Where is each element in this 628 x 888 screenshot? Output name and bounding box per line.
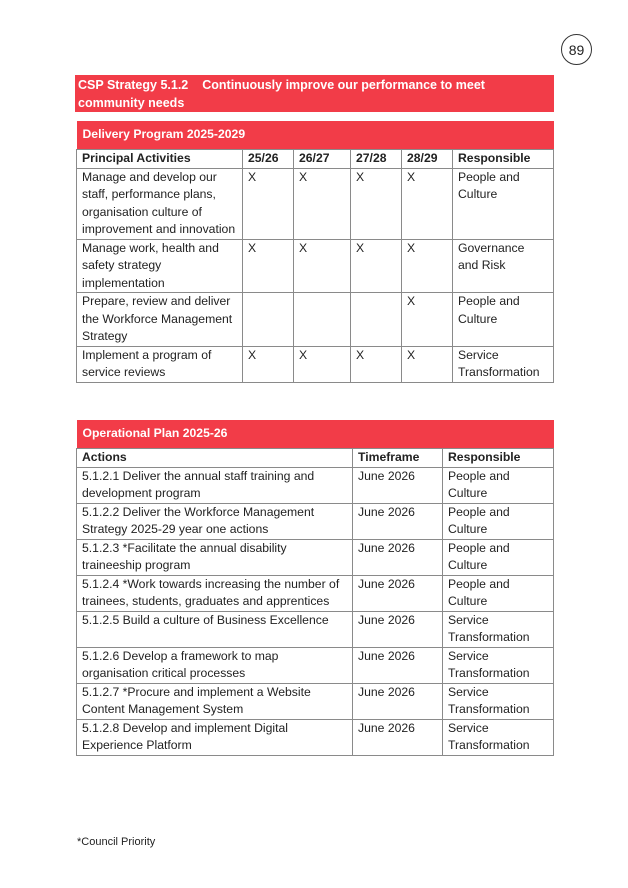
responsible-cell: People and Culture <box>453 168 554 239</box>
action-cell: 5.1.2.5 Build a culture of Business Excellence <box>77 611 353 647</box>
responsible-cell: People and Culture <box>453 293 554 347</box>
action-cell: 5.1.2.2 Deliver the Workforce Management Strategy 2025-29 year one actions <box>77 503 353 539</box>
column-header: Responsible <box>453 150 554 169</box>
strategy-banner <box>75 75 554 112</box>
column-header: 25/26 <box>243 150 294 169</box>
timeframe-cell: June 2026 <box>353 647 443 683</box>
table-row <box>77 647 554 683</box>
year-cell: X <box>243 239 294 293</box>
action-cell: 5.1.2.7 *Procure and implement a Website Content Management System <box>77 683 353 719</box>
responsible-cell: People and Culture <box>443 503 554 539</box>
action-cell: 5.1.2.1 Deliver the annual staff training and development program <box>77 467 353 503</box>
strategy-title: Continuously improve our performance to meet community needs <box>78 78 485 110</box>
table-row <box>77 719 554 755</box>
table-row <box>77 575 554 611</box>
activity-cell: Manage and develop our staff, performance plans, organisation culture of improvement and innovation <box>77 168 243 239</box>
year-cell: X <box>243 168 294 239</box>
timeframe-cell: June 2026 <box>353 683 443 719</box>
year-cell <box>351 293 402 347</box>
timeframe-cell: June 2026 <box>353 719 443 755</box>
column-header: 28/29 <box>402 150 453 169</box>
operational-header-row <box>77 449 554 468</box>
column-header: Responsible <box>443 449 554 468</box>
column-header: 27/28 <box>351 150 402 169</box>
table-row <box>77 539 554 575</box>
year-cell: X <box>351 168 402 239</box>
table-row <box>77 293 554 347</box>
year-cell <box>294 293 351 347</box>
strategy-code: CSP Strategy 5.1.2 <box>78 78 189 92</box>
year-cell: X <box>402 168 453 239</box>
column-header: Timeframe <box>353 449 443 468</box>
responsible-cell: Service Transformation <box>453 346 554 382</box>
action-cell: 5.1.2.3 *Facilitate the annual disability traineeship program <box>77 539 353 575</box>
responsible-cell: Service Transformation <box>443 683 554 719</box>
responsible-cell: Service Transformation <box>443 719 554 755</box>
timeframe-cell: June 2026 <box>353 539 443 575</box>
action-cell: 5.1.2.6 Develop a framework to map organisation critical processes <box>77 647 353 683</box>
responsible-cell: Service Transformation <box>443 611 554 647</box>
timeframe-cell: June 2026 <box>353 575 443 611</box>
activity-cell: Implement a program of service reviews <box>77 346 243 382</box>
table-row <box>77 239 554 293</box>
operational-plan-title: Operational Plan 2025-26 <box>77 420 554 449</box>
year-cell: X <box>243 346 294 382</box>
year-cell: X <box>351 239 402 293</box>
delivery-header-row <box>77 150 554 169</box>
year-cell: X <box>294 168 351 239</box>
column-header: Principal Activities <box>77 150 243 169</box>
responsible-cell: People and Culture <box>443 575 554 611</box>
activity-cell: Manage work, health and safety strategy implementation <box>77 239 243 293</box>
page-number: 89 <box>561 34 592 65</box>
table-row <box>77 467 554 503</box>
year-cell: X <box>351 346 402 382</box>
column-header: 26/27 <box>294 150 351 169</box>
timeframe-cell: June 2026 <box>353 611 443 647</box>
footnote: *Council Priority <box>77 836 156 848</box>
activity-cell: Prepare, review and deliver the Workforce Management Strategy <box>77 293 243 347</box>
operational-plan-table <box>76 420 554 756</box>
year-cell: X <box>402 346 453 382</box>
table-row <box>77 346 554 382</box>
table-row <box>77 503 554 539</box>
table-row <box>77 683 554 719</box>
responsible-cell: Service Transformation <box>443 647 554 683</box>
action-cell: 5.1.2.4 *Work towards increasing the number of trainees, students, graduates and apprentices <box>77 575 353 611</box>
responsible-cell: People and Culture <box>443 539 554 575</box>
timeframe-cell: June 2026 <box>353 467 443 503</box>
action-cell: 5.1.2.8 Develop and implement Digital Experience Platform <box>77 719 353 755</box>
year-cell: X <box>294 239 351 293</box>
year-cell <box>243 293 294 347</box>
year-cell: X <box>402 293 453 347</box>
table-row <box>77 611 554 647</box>
delivery-program-table <box>76 121 554 383</box>
responsible-cell: People and Culture <box>443 467 554 503</box>
year-cell: X <box>402 239 453 293</box>
table-row <box>77 168 554 239</box>
responsible-cell: Governance and Risk <box>453 239 554 293</box>
year-cell: X <box>294 346 351 382</box>
column-header: Actions <box>77 449 353 468</box>
delivery-program-title: Delivery Program 2025-2029 <box>77 121 554 150</box>
timeframe-cell: June 2026 <box>353 503 443 539</box>
